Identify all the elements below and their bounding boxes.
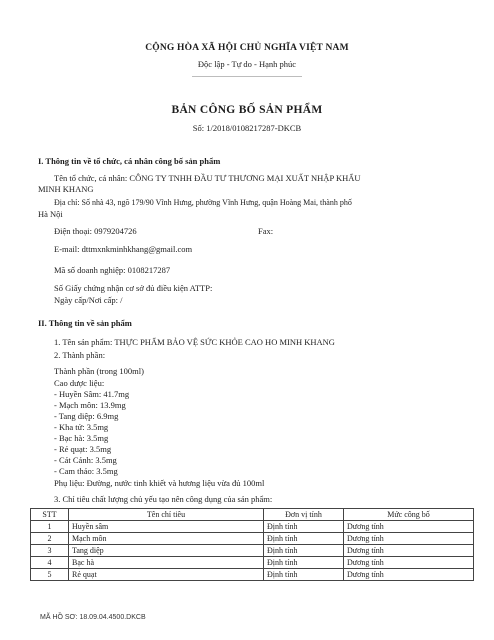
org-name-line1: Tên tổ chức, cá nhân: CÔNG TY TNHH ĐẦU TƯ THƯƠNG MẠI XUẤT NHẬP KHẨU (54, 173, 361, 183)
issue-date-place: Ngày cấp/Nơi cấp: / (54, 295, 123, 305)
fax: Fax: (258, 226, 274, 236)
table-cell: 4 (31, 557, 69, 569)
tax-code: Mã số doanh nghiệp: 0108217287 (54, 265, 171, 275)
ingredient-item: - Mạch môn: 13.9mg (54, 400, 126, 410)
section1-heading: I. Thông tin về tổ chức, cá nhân công bố sản phẩm (38, 156, 221, 166)
table-cell: Định tính (264, 557, 344, 569)
table-cell: Dương tính (344, 533, 474, 545)
table-row (31, 557, 474, 569)
table-row (31, 569, 474, 581)
column-header: Tên chỉ tiêu (69, 509, 264, 521)
column-header: Mức công bố (344, 509, 474, 521)
table-cell: Tang diệp (69, 545, 264, 557)
table-cell: Dương tính (344, 557, 474, 569)
table-row (31, 521, 474, 533)
table-cell: Bạc hà (69, 557, 264, 569)
table-cell: 3 (31, 545, 69, 557)
address-line2: Hà Nội (38, 209, 63, 219)
org-name-line2: MINH KHANG (38, 184, 94, 194)
ingredient-item: - Bạc hà: 3.5mg (54, 433, 109, 443)
table-cell: Định tính (264, 569, 344, 581)
table-cell: Dương tính (344, 569, 474, 581)
ingredient-item: - Kha tử: 3.5mg (54, 422, 109, 432)
ingredient-item: - Rẻ quạt: 3.5mg (54, 444, 112, 454)
table-cell: 5 (31, 569, 69, 581)
section2-heading: II. Thông tin về sản phẩm (38, 318, 132, 328)
email: E-mail: dttmxnkminhkhang@gmail.com (54, 244, 193, 254)
table-header-row (31, 509, 474, 521)
document-number: Số: 1/2018/0108217287-DKCB (192, 123, 302, 133)
composition-title: Thành phần (trong 100ml) (54, 366, 144, 376)
table-row (31, 545, 474, 557)
table-cell: 1 (31, 521, 69, 533)
nation-header: CỘNG HÒA XÃ HỘI CHỦ NGHĨA VIỆT NAM (145, 43, 349, 53)
dossier-code: MÃ HỒ SƠ: 18.09.04.4500.DKCB (40, 614, 146, 621)
table-row (31, 533, 474, 545)
address-line1: Địa chỉ: Số nhà 43, ngõ 179/90 Vĩnh Hưng, phường Vĩnh Hưng, quận Hoàng Mai, thành phố (54, 198, 352, 207)
ingredient-item: - Cam thảo: 3.5mg (54, 466, 118, 476)
ingredient-item: - Huyền Sâm: 41.7mg (54, 389, 130, 399)
table-cell: Dương tính (344, 545, 474, 557)
excipients: Phụ liệu: Đường, nước tinh khiết và hương liệu vừa đủ 100ml (54, 478, 265, 488)
table-cell: Định tính (264, 533, 344, 545)
quality-criteria-label: 3. Chỉ tiêu chất lượng chủ yếu tạo nên công dụng của sản phẩm: (54, 494, 273, 504)
document-title: BẢN CÔNG BỐ SẢN PHẨM (171, 104, 323, 116)
table-cell: Mạch môn (69, 533, 264, 545)
composition-label: 2. Thành phần: (54, 350, 106, 360)
header-divider (192, 76, 302, 77)
table-cell: Định tính (264, 545, 344, 557)
ingredient-item: - Cát Cánh: 3.5mg (54, 455, 117, 465)
table-cell: Định tính (264, 521, 344, 533)
food-safety-certificate: Số Giấy chứng nhận cơ sở đủ điều kiện ATTP: (54, 283, 213, 293)
column-header: Đơn vị tính (264, 509, 344, 521)
herbal-extract-title: Cao dược liệu: (54, 378, 105, 388)
product-name: 1. Tên sản phẩm: THỰC PHẨM BẢO VỆ SỨC KHỎE CAO HO MINH KHANG (54, 337, 335, 347)
table-cell: Huyền sâm (69, 521, 264, 533)
table-cell: Rẻ quạt (69, 569, 264, 581)
quality-criteria-table (30, 508, 474, 581)
table-cell: 2 (31, 533, 69, 545)
ingredient-item: - Tang diệp: 6.9mg (54, 411, 119, 421)
column-header: STT (31, 509, 69, 521)
motto: Độc lập - Tự do - Hạnh phúc (197, 59, 297, 69)
table-cell: Dương tính (344, 521, 474, 533)
phone: Điện thoại: 0979204726 (54, 226, 137, 236)
